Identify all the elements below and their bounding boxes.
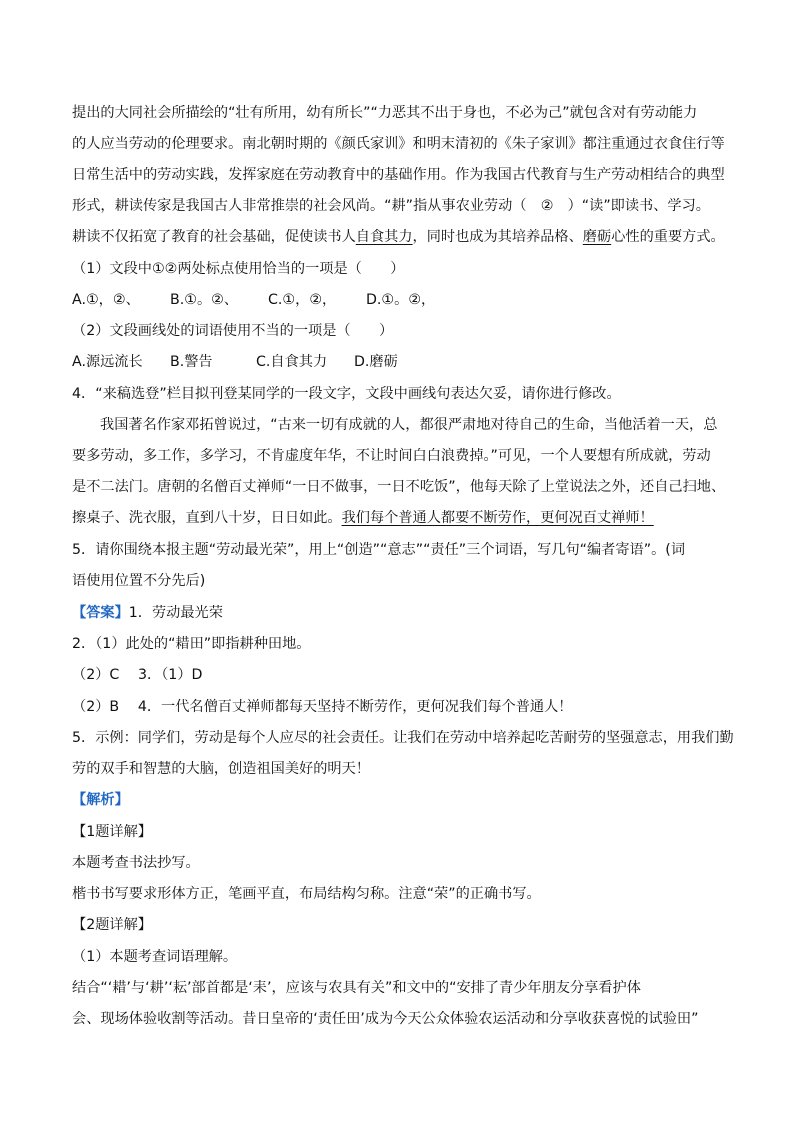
option-c: C.自食其力	[256, 354, 328, 370]
q5-stem-line-1: 5．请你围绕本报主题“劳动最光荣”，用上“创造”“意志”“责任”三个词语，写几句“编者寄语”。(词	[72, 542, 686, 558]
answer-line-6: 劳的双手和智慧的大脑，创造祖国美好的明天！	[72, 761, 370, 777]
q4-paragraph-line-2: 要多劳动，多工作，多学习，不肯虚度年华，不让时间白白浪费掉。”可见，一个人要想有所成就，劳动	[72, 448, 711, 464]
answer-text: 1．劳动最光荣	[128, 605, 223, 621]
passage-line-1: 提出的大同社会所描绘的“壮有所用，幼有所长”“力恶其不出于身也，不必为己”就包含对有劳动能力	[72, 105, 698, 121]
passage-text: 心性的重要方式。	[611, 229, 725, 245]
q3-sub2-options	[72, 352, 732, 372]
paragraph-text: 擦桌子、洗衣服，直到八十岁，日日如此。	[72, 510, 342, 526]
underlined-word: 磨砺	[582, 229, 612, 245]
option-a: A.源远流长	[72, 354, 143, 370]
analysis-q2-line-2: 结合“‘耤’与‘耕’‘耘’部首都是‘耒’，应该与农具有关”和文中的“安排了青少年朋友分享看护体	[72, 980, 641, 996]
q4-paragraph-line-1: 我国著名作家邓拓曾说过，“古来一切有成就的人，都很严肃地对待自己的生命，当他活着一天，总	[100, 417, 718, 433]
analysis-q1-line-1: 本题考查书法抄写。	[72, 855, 200, 871]
answer-tag: 【答案】	[72, 605, 129, 621]
q5-stem-line-2: 语使用位置不分先后)	[72, 573, 206, 589]
passage-line-4: 形式，耕读传家是我国古人非常推崇的社会风尚。“耕”指从事农业劳动（ ② ）“读”即读书、学习。	[72, 198, 710, 214]
q4-paragraph-line-3: 是不二法门。唐朝的名僧百丈禅师“一日不做事，一日不吃饭”，他每天除了上堂说法之外，还自己扫地、	[72, 479, 726, 495]
option-d: D.①。②，	[366, 292, 436, 308]
q3-sub1-stem: （1）文段中①②两处标点使用恰当的一项是（ ）	[72, 261, 405, 277]
answer-line-5: 5．示例：同学们，劳动是每个人应尽的社会责任。让我们在劳动中培养起吃苦耐劳的坚强意志，用我们勤	[72, 730, 734, 746]
answer-line-1	[72, 603, 732, 623]
answer-line-3: （2）C 3．（1）D	[72, 667, 203, 683]
analysis-q2-line-1: （1）本题考查词语理解。	[72, 949, 238, 965]
option-d: D.磨砺	[354, 354, 398, 370]
analysis-q2-heading: 【2题详解】	[72, 917, 152, 933]
underlined-word: 自食其力	[355, 229, 413, 245]
passage-line-5	[72, 227, 732, 247]
q3-sub1-options	[72, 290, 732, 310]
option-b: B.警告	[170, 354, 213, 370]
analysis-tag: 【解析】	[72, 792, 129, 808]
analysis-q1-line-2: 楷书书写要求形体方正，笔画平直，布局结构匀称。注意“荣”的正确书写。	[72, 886, 541, 902]
passage-line-3: 日常生活中的劳动实践，发挥家庭在劳动教育中的基础作用。作为我国古代教育与生产劳动相结合的典型	[72, 167, 725, 183]
q4-paragraph-line-4	[72, 508, 732, 528]
underlined-sentence: 我们每个普通人都要不断劳作，更何况百丈禅师！	[341, 510, 654, 526]
passage-text: ，同时也成为其培养品格、	[412, 229, 583, 245]
option-b: B.①。②、	[170, 292, 239, 308]
q3-sub2-stem: （2）文段画线处的词语使用不当的一项是（ ）	[72, 323, 394, 339]
q4-stem: 4．“来稿选登”栏目拟刊登某同学的一段文字，文段中画线句表达欠妥，请你进行修改。	[72, 386, 621, 402]
option-c: C.①，②，	[268, 292, 337, 308]
passage-line-2: 的人应当劳动的伦理要求。南北朝时期的《颜氏家训》和明末清初的《朱子家训》都注重通过衣食住行等	[72, 136, 725, 152]
analysis-q2-line-3: 会、现场体验收割等活动。昔日皇帝的‘责任田’成为今天公众体验农运活动和分享收获喜悦的试验田”	[72, 1011, 699, 1027]
analysis-q1-heading: 【1题详解】	[72, 824, 152, 840]
passage-text: 耕读不仅拓宽了教育的社会基础，促使读书人	[72, 229, 356, 245]
option-a: A.①，②、	[72, 292, 140, 308]
answer-line-2: 2．（1）此处的“耤田”即指耕种田地。	[72, 636, 311, 652]
answer-line-4: （2）B 4．一代名僧百丈禅师都每天坚持不断劳作，更何况我们每个普通人！	[72, 699, 573, 715]
